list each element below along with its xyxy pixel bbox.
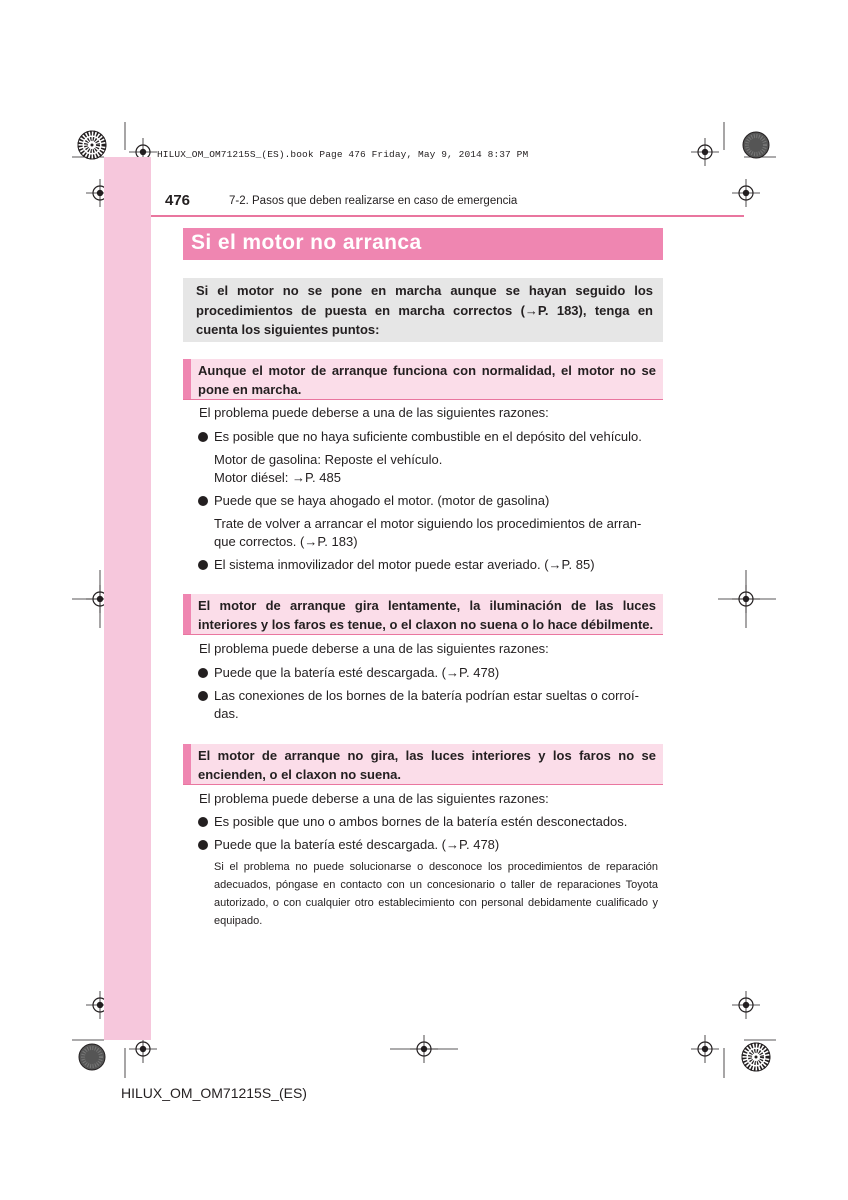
page-title: Si el motor no arranca (191, 231, 422, 254)
section-1-bullet-1-detail-1: Motor de gasolina: Reposte el vehículo. (214, 452, 443, 467)
intro-text: Si el motor no se pone en marcha aunque se hayan seguido los procedimientos de puesta en marcha correctos (→P. 183), tenga en cuenta los siguientes puntos: (196, 283, 653, 337)
section-1-bullet-2-detail-2: que correctos. (→P. 183) (214, 534, 358, 549)
section-3-heading-box (183, 744, 663, 785)
section-1-bullet-2: Puede que se haya ahogado el motor. (motor de gasolina) (214, 493, 550, 508)
repair-note: Si el problema no puede solucionarse o desconoce los procedimientos de reparación adecuados, póngase en contacto con un concesionario o taller de reparaciones Toyota autorizado, o con cualquier otro establecimiento con personal debidamente cualificado y equipado. (214, 861, 658, 927)
bullet-icon (198, 840, 208, 850)
header-rule (151, 215, 744, 217)
page-title-bar (183, 228, 663, 260)
section-1-bullet-3: El sistema inmovilizador del motor puede estar averiado. (→P. 85) (214, 557, 595, 572)
bullet-icon (198, 496, 208, 506)
section-3-lead: El problema puede deberse a una de las siguientes razones: (199, 791, 549, 806)
section-2-bullet-1: Puede que la batería esté descargada. (→P. 478) (214, 665, 500, 680)
section-2-heading-box (183, 594, 663, 635)
section-1-heading: Aunque el motor de arranque funciona con normalidad, el motor no se pone en marcha. (198, 363, 656, 397)
section-1-lead: El problema puede deberse a una de las siguientes razones: (199, 405, 549, 420)
footer-code: HILUX_OM_OM71215S_(ES) (121, 1085, 307, 1101)
bullet-icon (198, 668, 208, 678)
section-1-heading-box (183, 359, 663, 400)
section-2-lead: El problema puede deberse a una de las siguientes razones: (199, 641, 549, 656)
section-2-bullet-2-line-2: das. (214, 706, 239, 721)
bullet-icon (198, 817, 208, 827)
bullet-icon (198, 432, 208, 442)
section-3-heading: El motor de arranque no gira, las luces interiores y los faros no se encienden, o el claxon no suena. (198, 748, 656, 782)
intro-box (183, 278, 663, 342)
book-info: HILUX_OM_OM71215S_(ES).book Page 476 Friday, May 9, 2014 8:37 PM (157, 149, 529, 160)
section-1-bullet-1: Es posible que no haya suficiente combustible en el depósito del vehículo. (214, 429, 642, 444)
section-3-bullet-1: Es posible que uno o ambos bornes de la batería estén desconectados. (214, 814, 628, 829)
page-number: 476 (165, 192, 191, 209)
section-3-bullet-2: Puede que la batería esté descargada. (→P. 478) (214, 837, 500, 852)
section-2-heading: El motor de arranque gira lentamente, la iluminación de las luces interiores y los faros es tenue, o el claxon no suena o lo hace débilmente. (198, 598, 656, 632)
bullet-icon (198, 691, 208, 701)
side-thumb-tab (104, 157, 151, 1040)
section-2-bullet-2-line-1: Las conexiones de los bornes de la batería podrían estar sueltas o corroí- (214, 688, 639, 703)
bullet-icon (198, 560, 208, 570)
section-1-bullet-2-detail-1: Trate de volver a arrancar el motor siguiendo los procedimientos de arran- (214, 516, 642, 531)
section-1-bullet-1-detail-2: Motor diésel: →P. 485 (214, 470, 341, 485)
section-header: 7-2. Pasos que deben realizarse en caso de emergencia (229, 195, 518, 207)
